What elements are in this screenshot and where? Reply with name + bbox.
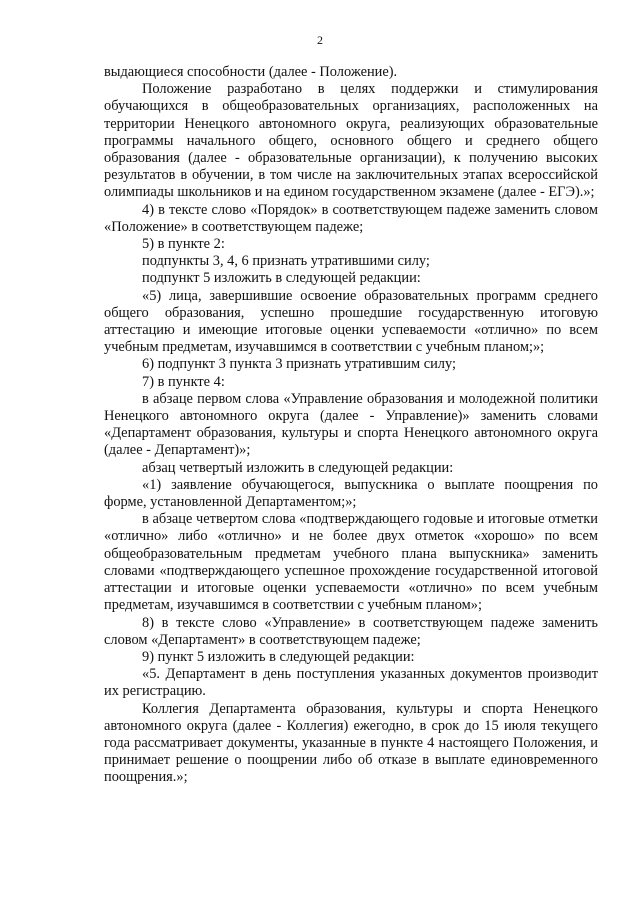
paragraph-item-7: 7) в пункте 4: (142, 373, 225, 390)
paragraph-item-9-text: «5. Департамент в день поступления указанных документов производит их регистрацию. (104, 666, 598, 700)
paragraph-continuation: выдающиеся способности (далее - Положение). (104, 64, 398, 80)
paragraph-subitem-5-text: «5) лица, завершившие освоение образовательных программ среднего общего образования, успешно прошедшие государственную итоговую аттестацию и имеющие итоговые оценки успеваемости «отлично» по всем учебным предметам, изучавшимся в соответствии с учебным планом;»; (104, 287, 598, 356)
document-body (104, 64, 598, 787)
paragraph-subitems-repealed: подпункты 3, 4, 6 признать утратившими силу; (142, 253, 430, 270)
paragraph-application-text: «1) заявление обучающегося, выпускника о выплате поощрения по форме, установленной Департаментом;»; (104, 476, 598, 511)
paragraph-fourth-abzac-intro: абзац четвертый изложить в следующей редакции: (142, 459, 454, 476)
paragraph-item-8: 8) в тексте слово «Управление» в соответствующем падеже заменить словом «Департамент» в соответствующем падеже; (104, 614, 598, 648)
paragraph-item-4: 4) в тексте слово «Порядок» в соответствующем падеже заменить словом «Положение» в соответствующем падеже; (104, 201, 598, 235)
paragraph-item-5: 5) в пункте 2: (142, 236, 225, 253)
paragraph-regulation-purpose: Положение разработано в целях поддержки и стимулирования обучающихся в общеобразовательных организациях, расположенных на территории Ненецкого автономного округа, реализующих образовательные программы начального общего, основного общего и среднего общего образования (далее - образовательные организации), к получению высоких результатов в обучении, в том числе на заключительных этапах всероссийской олимпиады школьников и на едином государственном экзамене (далее - ЕГЭ).»; (104, 81, 598, 201)
paragraph-item-9: 9) пункт 5 изложить в следующей редакции: (142, 648, 415, 665)
paragraph-first-abzac-replace: в абзаце первом слова «Управление образования и молодежной политики Ненецкого автономного округа (далее - Управление)» заменить словами «Департамент образования, культуры и спорта Ненецкого автономного округа (далее - Департамент)»; (104, 390, 598, 459)
paragraph-item-6: 6) подпункт 3 пункта 3 признать утратившим силу; (142, 356, 456, 373)
page-number: 2 (317, 33, 323, 47)
paragraph-collegium: Коллегия Департамента образования, культуры и спорта Ненецкого автономного округа (далее - Коллегия) ежегодно, в срок до 15 июля текущего года рассматривает документы, указанные в пункте 4 настоящего Положения, и принимает решение о поощрении либо об отказе в выплате единовременного поощрения.»; (104, 700, 598, 786)
paragraph-fourth-abzac-replace: в абзаце четвертом слова «подтверждающего годовые и итоговые отметки «отлично» либо «отлично» и не более двух отметок «хорошо» по всем общеобразовательным предметам учебного плана выпускника» заменить словами «подтверждающего успешное прохождение государственной итоговой аттестации и итоговые оценки успеваемости «отлично» по всем учебным предметам, изучавшимся в соответствии с учебным планом»; (104, 511, 598, 614)
paragraph-subitem-5-intro: подпункт 5 изложить в следующей редакции: (142, 270, 421, 287)
